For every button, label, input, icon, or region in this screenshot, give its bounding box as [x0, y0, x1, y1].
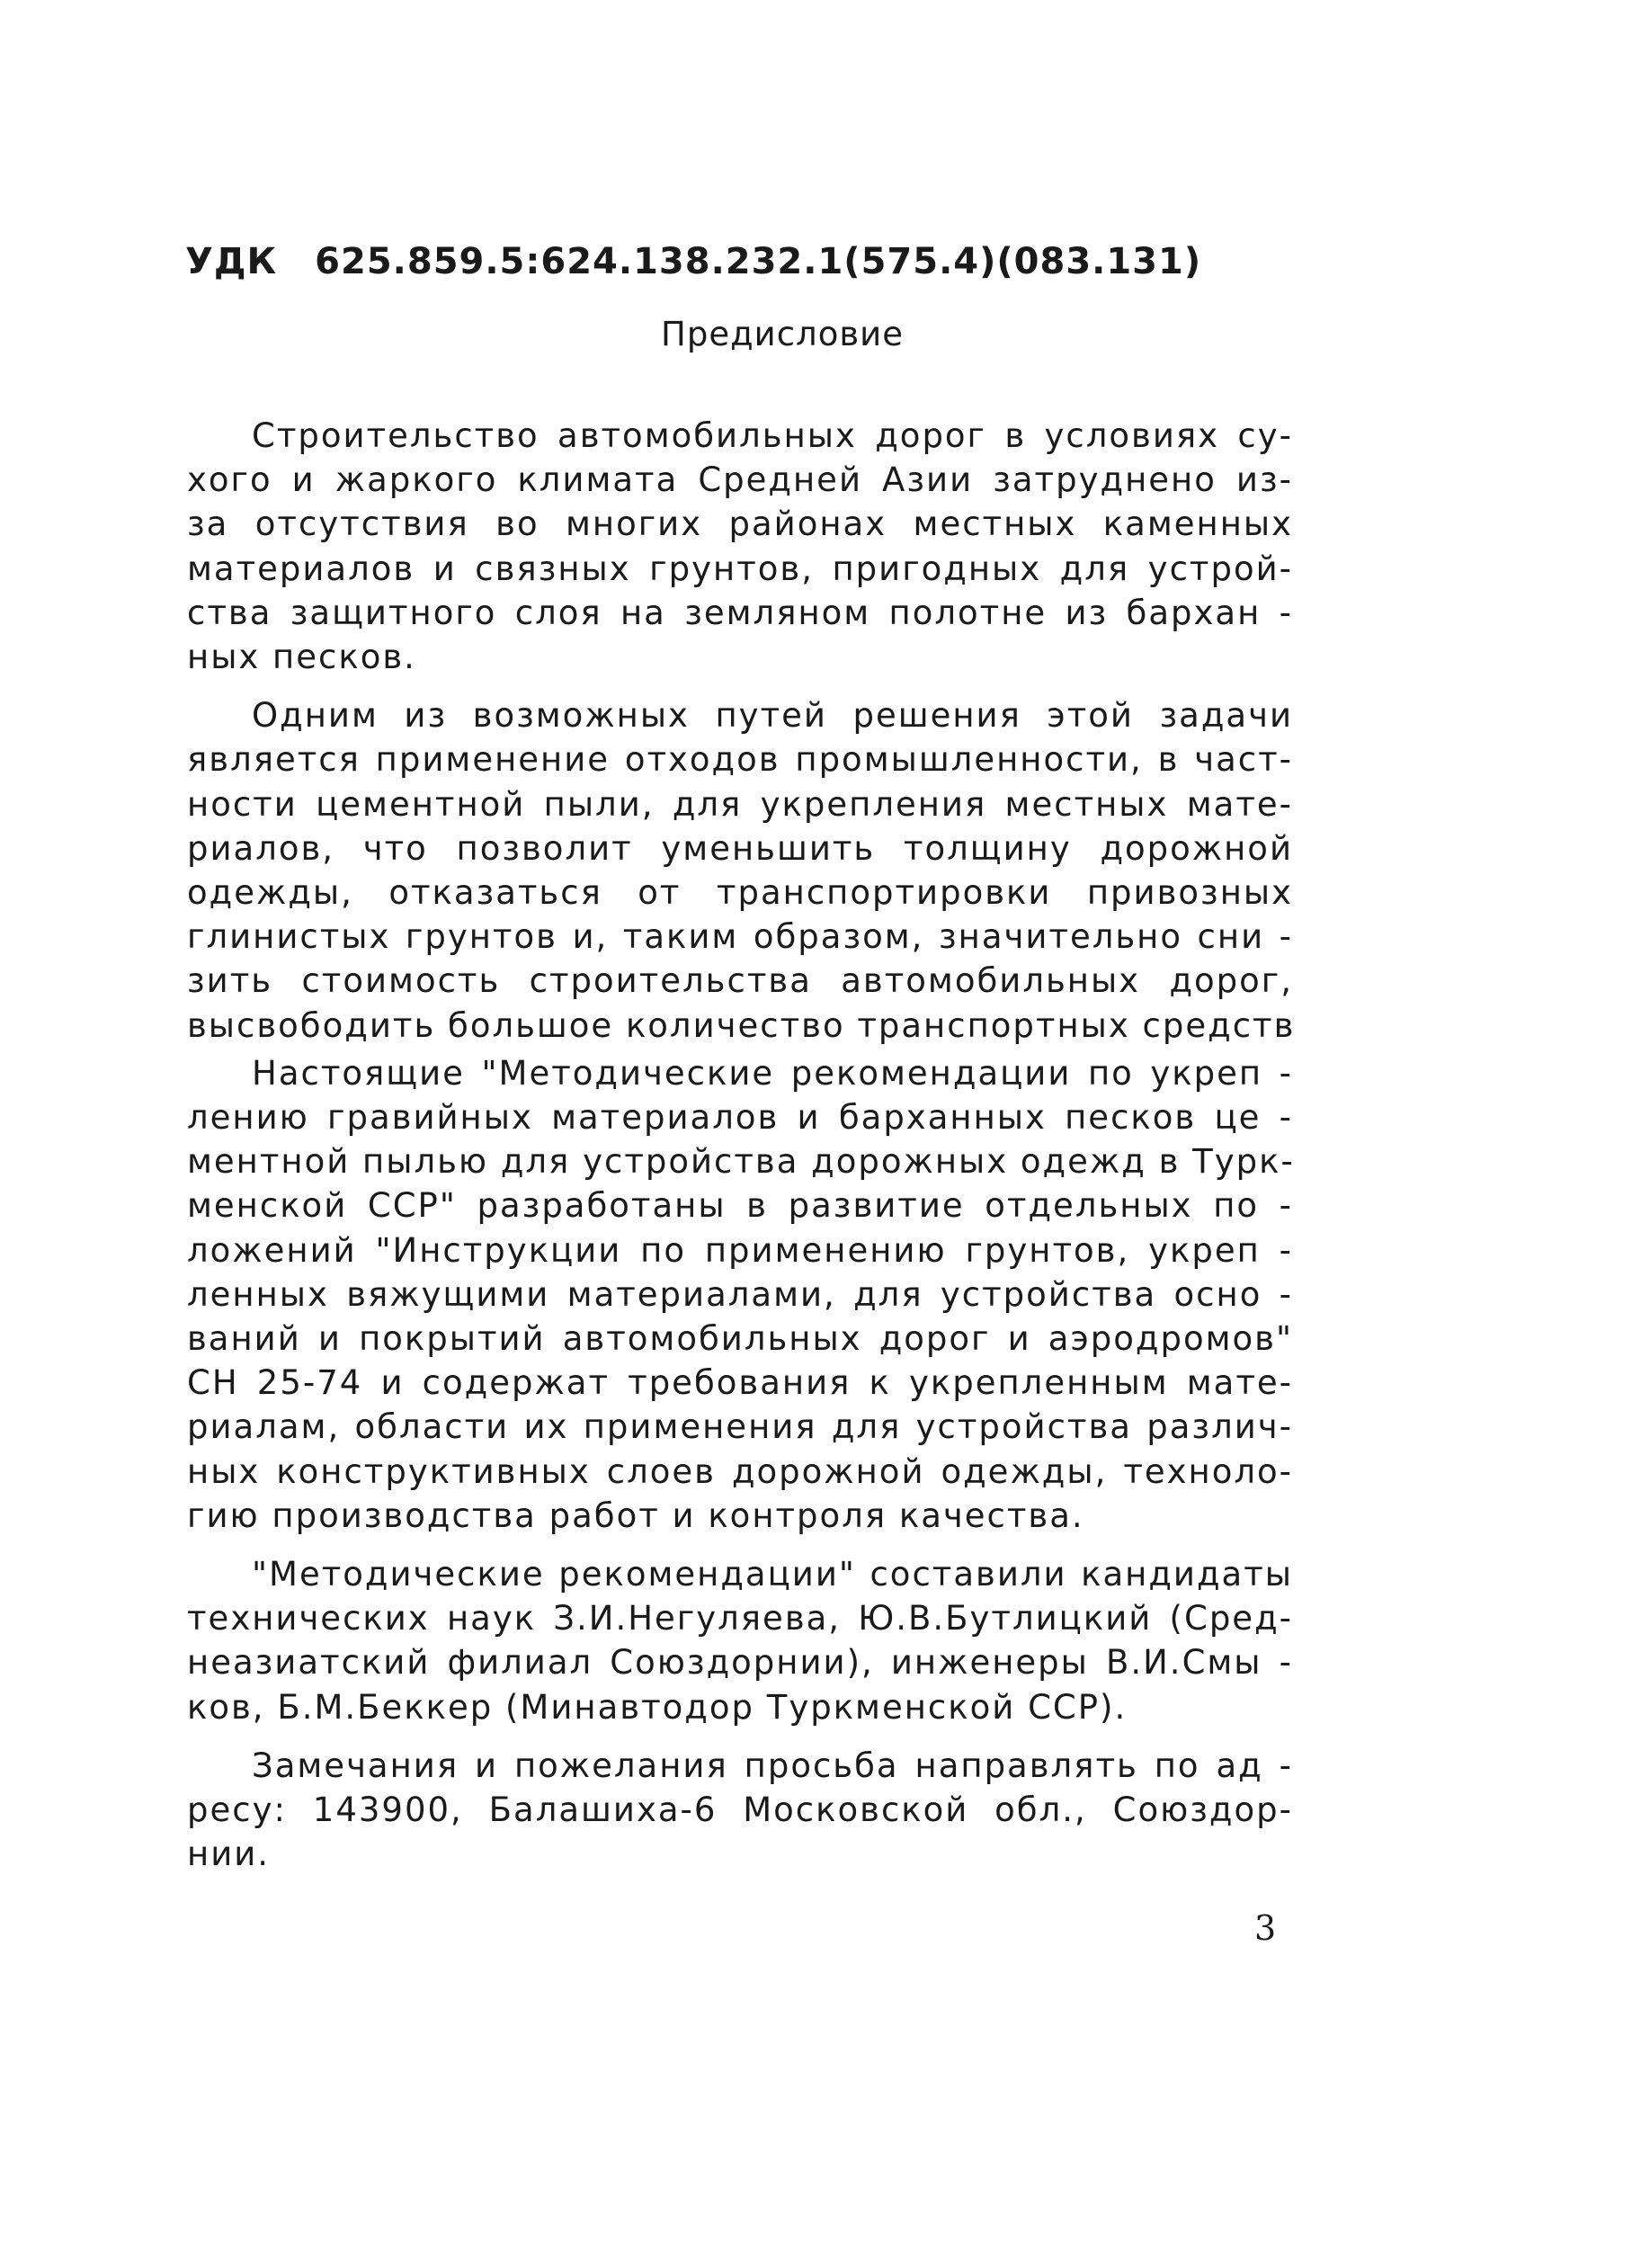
text-line: за отсутствия во многих районах местных каменных — [187, 504, 1293, 544]
text-line: зить стоимость строительства автомобильных дорог, — [187, 961, 1293, 1001]
text-line: ства защитного слоя на земляном полотне из бархан - — [187, 593, 1293, 632]
udk-label: УДК — [185, 241, 278, 282]
text-line: риалов, что позволит уменьшить толщину дорожной — [187, 828, 1293, 868]
text-line: Настоящие "Методические рекомендации по укреп - — [252, 1053, 1293, 1093]
text-line: Строительство автомобильных дорог в условиях су- — [252, 416, 1293, 455]
text-line: хого и жаркого климата Средней Азии затруднено из- — [187, 460, 1293, 500]
text-line: ментной пылью для устройства дорожных одежд в Турк- — [187, 1142, 1295, 1182]
text-line: лению гравийных материалов и барханных песков це - — [187, 1098, 1293, 1138]
text-line: СН 25-74 и содержат требования к укрепленным мате- — [187, 1363, 1293, 1403]
text-line: материалов и связных грунтов, пригодных для устрой- — [187, 549, 1293, 588]
paragraph-3 — [187, 1051, 1293, 1538]
paragraph-5 — [187, 1744, 1293, 1877]
paragraph-2 — [187, 693, 1296, 1048]
text-line: неазиатский филиал Союздорнии), инженеры В.И.Смы - — [187, 1643, 1293, 1683]
text-line: глинистых грунтов и, таким образом, значительно сни - — [187, 917, 1293, 957]
udk-code: 625.859.5:624.138.232.1(575.4)(083.131) — [315, 241, 1202, 282]
text-line: высвободить большое количество транспортных средств — [187, 1005, 1296, 1045]
text-line: одежды, отказаться от транспортировки привозных — [187, 873, 1293, 913]
text-line: риалам, области их применения для устройства различ- — [187, 1407, 1293, 1447]
udk-line — [185, 241, 1201, 282]
text-line: ных конструктивных слоев дорожной одежды, техноло- — [187, 1451, 1293, 1491]
paragraph-1 — [187, 414, 1293, 679]
text-line: ложений "Инструкции по применению грунтов, укреп - — [187, 1230, 1293, 1270]
text-line: ных песков. — [187, 638, 416, 677]
text-line: Замечания и пожелания просьба направлять по ад - — [252, 1746, 1293, 1785]
text-line: технических наук З.И.Негуляева, Ю.В.Бутлицкий (Сред- — [187, 1599, 1293, 1638]
paragraph-4 — [187, 1552, 1293, 1729]
text-line: ваний и покрытий автомобильных дорог и аэродромов" — [187, 1319, 1293, 1359]
text-line: является применение отходов промышленности, в част- — [187, 740, 1293, 780]
text-line: ков, Б.М.Беккер (Минавтодор Туркменской ССР). — [187, 1687, 1128, 1727]
text-line: "Методические рекомендации" составили кандидаты — [252, 1555, 1293, 1594]
text-line: менской ССР" разработаны в развитие отдельных по - — [187, 1186, 1293, 1226]
text-line: ности цементной пыли, для укрепления местных мате- — [187, 784, 1293, 824]
page-number: 3 — [1254, 1908, 1277, 1948]
text-line: Одним из возможных путей решения этой задачи — [252, 696, 1293, 736]
text-line: гию производства работ и контроля качества. — [187, 1496, 1084, 1535]
text-line: ленных вяжущими материалами, для устройства осно - — [187, 1274, 1293, 1314]
page-title: Предисловие — [661, 315, 904, 353]
body-text — [187, 414, 1296, 1880]
text-line: нии. — [187, 1835, 271, 1874]
text-line: ресу: 143900, Балашиха-6 Московской обл., Союздор- — [187, 1790, 1293, 1830]
